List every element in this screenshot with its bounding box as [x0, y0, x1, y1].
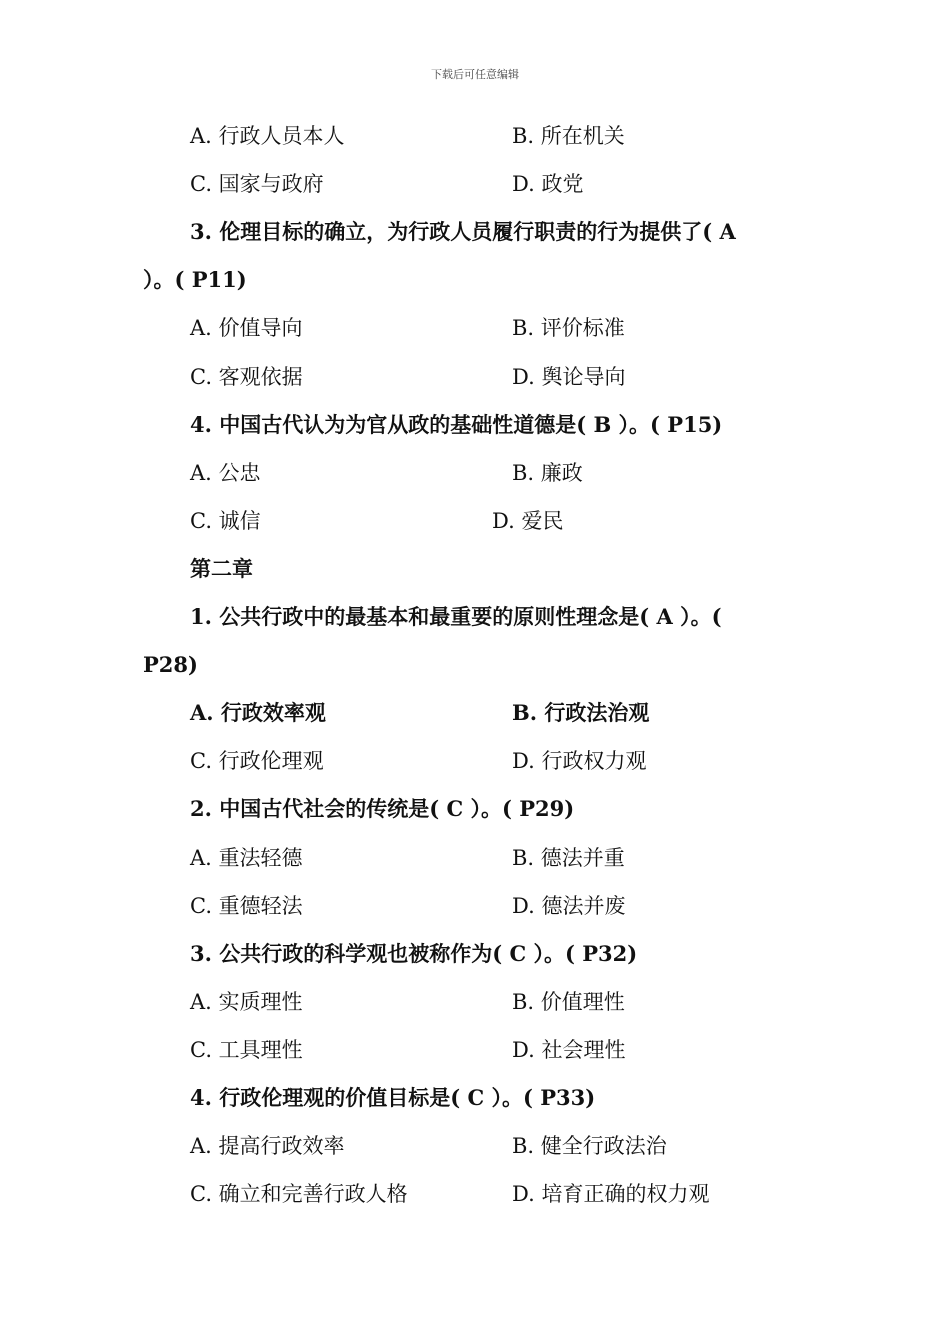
question-text: 3. 公共行政的科学观也被称作为( C ）。( P32): [190, 940, 638, 966]
option-right: B. 健全行政法治: [512, 1134, 667, 1159]
option-left: C. 确立和完善行政人格: [190, 1182, 408, 1207]
option-left: C. 客观依据: [190, 364, 303, 389]
question-line: [0, 1078, 950, 1118]
option-right: D. 行政权力观: [512, 749, 647, 774]
option-left: C. 重德轻法: [190, 893, 303, 918]
question-line: [0, 405, 950, 445]
question-text: 2. 中国古代社会的传统是( C ）。( P29): [190, 796, 575, 822]
option-row: [0, 838, 950, 878]
option-row: [0, 308, 950, 348]
option-row: [0, 116, 950, 156]
option-left: A. 实质理性: [190, 989, 303, 1014]
option-left: A. 行政效率观: [190, 700, 326, 726]
option-right: D. 德法并废: [512, 893, 626, 918]
option-right: D. 培育正确的权力观: [512, 1182, 710, 1207]
option-right: B. 廉政: [512, 460, 583, 485]
option-row: [0, 886, 950, 926]
question-line: [0, 597, 950, 637]
option-left: A. 行政人员本人: [190, 124, 345, 148]
question-text: 4. 中国古代认为为官从政的基础性道德是( B ）。( P15): [190, 411, 723, 437]
question-text: 1. 公共行政中的最基本和最重要的原则性理念是( A ）。(: [190, 604, 722, 629]
question-text: ）。( P11): [143, 267, 247, 293]
option-row: [0, 1126, 950, 1166]
option-right: D. 社会理性: [512, 1037, 626, 1062]
question-line: [0, 549, 950, 589]
option-right: D. 舆论导向: [512, 364, 626, 389]
question-text: 3. 伦理目标的确立，为行政人员履行职责的行为提供了( A: [190, 219, 736, 245]
option-left: C. 国家与政府: [190, 172, 324, 197]
option-row: [0, 164, 950, 204]
option-row: [0, 501, 950, 541]
option-row: [0, 453, 950, 493]
option-right: B. 行政法治观: [512, 700, 650, 726]
option-row: [0, 741, 950, 781]
question-line: [0, 212, 950, 252]
option-row: [0, 693, 950, 733]
question-text: P28): [143, 652, 198, 678]
option-right: D. 政党: [512, 172, 584, 197]
option-left: C. 诚信: [190, 508, 261, 533]
option-left: C. 工具理性: [190, 1037, 303, 1062]
question-text: 第二章: [190, 555, 253, 581]
question-text: 4. 行政伦理观的价值目标是( C ）。( P33): [190, 1085, 596, 1110]
option-row: [0, 982, 950, 1022]
option-row: [0, 1030, 950, 1070]
question-line: [0, 934, 950, 974]
option-left: A. 重法轻德: [190, 845, 303, 870]
option-left: C. 行政伦理观: [190, 749, 324, 774]
option-right: D. 爱民: [492, 508, 564, 533]
option-right: B. 德法并重: [512, 845, 625, 870]
question-line: [0, 789, 950, 829]
option-right: B. 价值理性: [512, 989, 625, 1014]
question-continuation: [0, 260, 950, 300]
option-left: A. 价值导向: [190, 316, 303, 341]
option-row: [0, 1174, 950, 1214]
option-row: [0, 357, 950, 397]
page-header: 下载后可任意编辑: [431, 68, 519, 81]
option-left: A. 公忠: [190, 460, 261, 485]
option-right: B. 评价标准: [512, 316, 625, 341]
option-right: B. 所在机关: [512, 124, 625, 148]
option-left: A. 提高行政效率: [190, 1134, 345, 1159]
question-continuation: [0, 645, 950, 685]
